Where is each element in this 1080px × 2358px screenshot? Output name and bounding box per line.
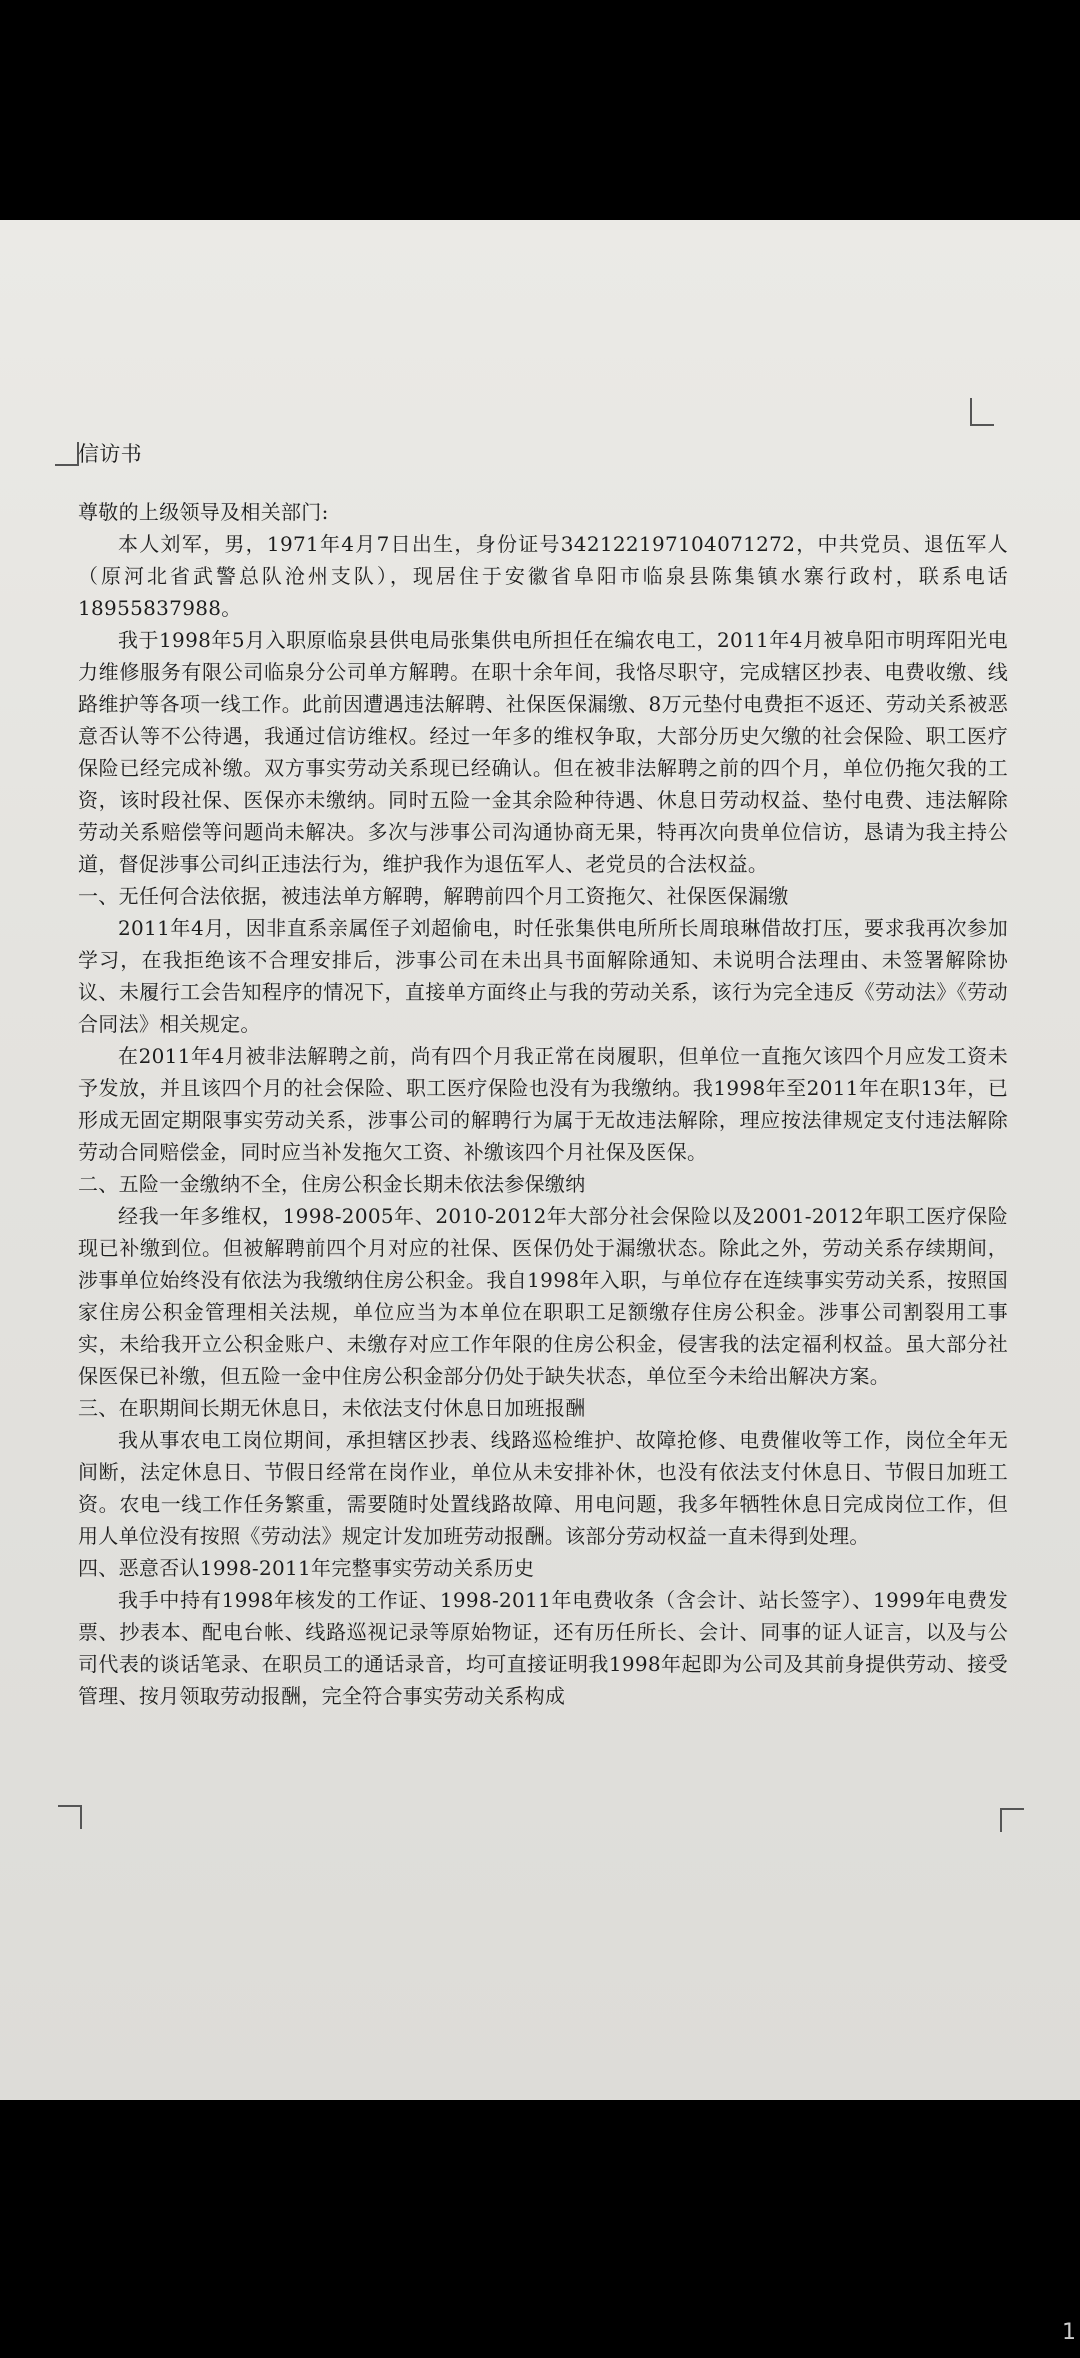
page-indicator: 1 — [1062, 2320, 1076, 2345]
section-heading: 一、无任何合法依据，被违法单方解聘，解聘前四个月工资拖欠、社保医保漏缴 — [78, 884, 789, 908]
letter-title: 信访书 — [78, 442, 142, 466]
crop-mark-bottom-left — [58, 1805, 82, 1829]
section-heading: 二、五险一金缴纳不全，住房公积金长期未依法参保缴纳 — [78, 1172, 586, 1196]
paragraph: 我于1998年5月入职原临泉县供电局张集供电所担任在编农电工，2011年4月被阜阳市明珲阳光电力维修服务有限公司临泉分公司单方解聘。在职十余年间，我恪尽职守，完成辖区抄表、电费收缴、线路维护等各项一线工作。此前因遭遇违法解聘、社保医保漏缴、8万元垫付电费拒不返还、劳动关系被恶意否认等不公待遇，我通过信访维权。经过一年多的维权争取，大部分历史欠缴的社会保险、职工医疗保险已经完成补缴。双方事实劳动关系现已经确认。但在被非法解聘之前的四个月，单位仍拖欠我的工资，该时段社保、医保亦未缴纳。同时五险一金其余险种待遇、休息日劳动权益、垫付电费、违法解除劳动关系赔偿等问题尚未解决。多次与涉事公司沟通协商无果，特再次向贵单位信访，恳请为我主持公道，督促涉事公司纠正违法行为，维护我作为退伍军人、老党员的合法权益。 — [78, 628, 1008, 876]
section-heading: 三、在职期间长期无休息日，未依法支付休息日加班报酬 — [78, 1396, 586, 1420]
crop-mark-top-left — [55, 442, 79, 466]
document-photo — [0, 220, 1080, 2100]
crop-mark-bottom-right — [1000, 1808, 1024, 1832]
paragraph: 经我一年多维权，1998-2005年、2010-2012年大部分社会保险以及2001-2012年职工医疗保险现已补缴到位。但被解聘前四个月对应的社保、医保仍处于漏缴状态。除此之外，劳动关系存续期间，涉事单位始终没有依法为我缴纳住房公积金。我自1998年入职，与单位存在连续事实劳动关系，按照国家住房公积金管理相关法规，单位应当为本单位在职职工足额缴存住房公积金。涉事公司割裂用工事实，未给我开立公积金账户、未缴存对应工作年限的住房公积金，侵害我的法定福利权益。虽大部分社保医保已补缴，但五险一金中住房公积金部分仍处于缺失状态，单位至今未给出解决方案。 — [78, 1204, 1008, 1388]
paragraph: 我手中持有1998年核发的工作证、1998-2011年电费收条（含会计、站长签字）、1999年电费发票、抄表本、配电台帐、线路巡视记录等原始物证，还有历任所长、会计、同事的证人证言，以及与公司代表的谈话笔录、在职员工的通话录音，均可直接证明我1998年起即为公司及其前身提供劳动、接受管理、按月领取劳动报酬，完全符合事实劳动关系构成 — [78, 1588, 1008, 1708]
crop-mark-top-right — [970, 398, 994, 426]
paragraph: 2011年4月，因非直系亲属侄子刘超偷电，时任张集供电所所长周琅琳借故打压，要求我再次参加学习，在我拒绝该不合理安排后，涉事公司在未出具书面解除通知、未说明合法理由、未签署解除协议、未履行工会告知程序的情况下，直接单方面终止与我的劳动关系，该行为完全违反《劳动法》《劳动合同法》相关规定。 — [78, 916, 1008, 1036]
paragraph: 本人刘军，男，1971年4月7日出生，身份证号342122197104071272，中共党员、退伍军人（原河北省武警总队沧州支队），现居住于安徽省阜阳市临泉县陈集镇水寨行政村，联系电话18955837988。 — [78, 532, 1008, 620]
paragraph: 在2011年4月被非法解聘之前，尚有四个月我正常在岗履职，但单位一直拖欠该四个月应发工资未予发放，并且该四个月的社会保险、职工医疗保险也没有为我缴纳。我1998年至2011年在职13年，已形成无固定期限事实劳动关系，涉事公司的解聘行为属于无故违法解除，理应按法律规定支付违法解除劳动合同赔偿金，同时应当补发拖欠工资、补缴该四个月社保及医保。 — [78, 1044, 1008, 1164]
salutation: 尊敬的上级领导及相关部门: — [78, 500, 329, 524]
paragraph: 我从事农电工岗位期间，承担辖区抄表、线路巡检维护、故障抢修、电费催收等工作，岗位全年无间断，法定休息日、节假日经常在岗作业，单位从未安排补休，也没有依法支付休息日、节假日加班工资。农电一线工作任务繁重，需要随时处置线路故障、用电问题，我多年牺牲休息日完成岗位工作，但用人单位没有按照《劳动法》规定计发加班劳动报酬。该部分劳动权益一直未得到处理。 — [78, 1428, 1008, 1548]
letter-body — [78, 438, 1008, 1712]
section-heading: 四、恶意否认1998-2011年完整事实劳动关系历史 — [78, 1556, 535, 1580]
